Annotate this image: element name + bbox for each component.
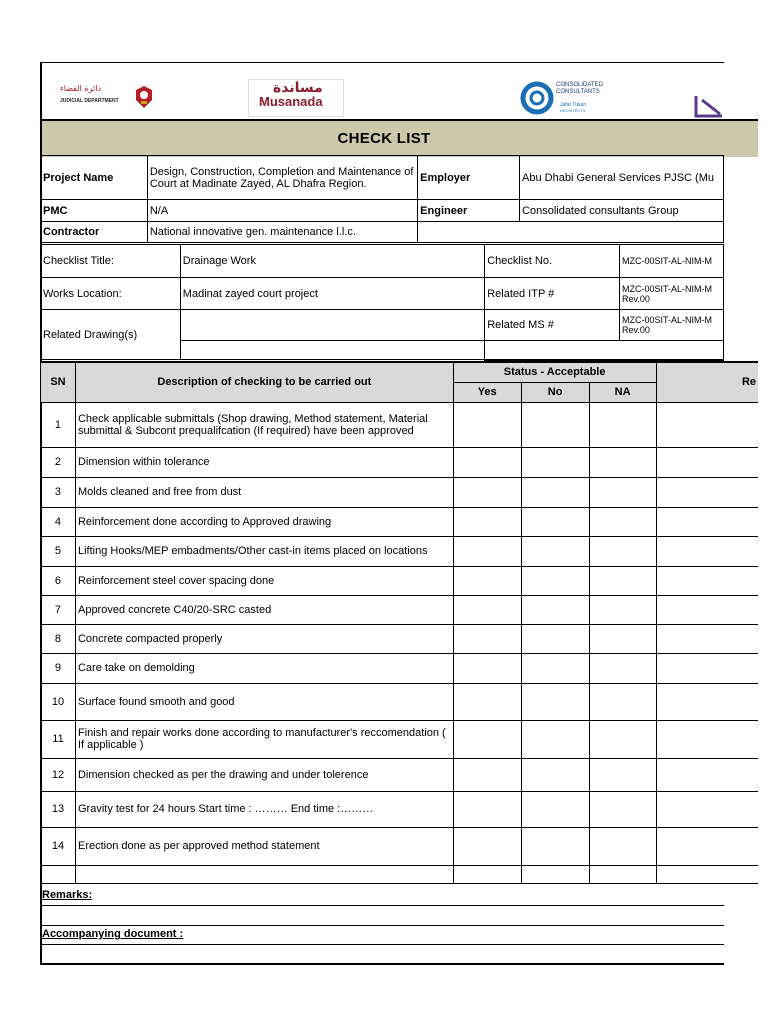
row-yes-cell[interactable] (453, 827, 521, 865)
row-description: Reinforcement steel cover spacing done (75, 566, 453, 595)
checklist-no-label: Checklist No. (485, 245, 620, 278)
row-description: Gravity test for 24 hours Start time : ……… End time :……… (75, 791, 453, 827)
row-yes-cell[interactable] (453, 595, 521, 624)
row-na-cell[interactable] (589, 477, 656, 507)
page-title: CHECK LIST (337, 130, 431, 147)
row-na-cell[interactable] (589, 865, 656, 883)
judicial-logo-text: JUDICIAL DEPARTMENT (60, 98, 119, 104)
row-sn: 8 (41, 624, 76, 653)
row-sn: 13 (41, 791, 76, 827)
pmc-value: N/A (147, 200, 417, 222)
contractor-value: National innovative gen. maintenance l.l.c. (147, 222, 417, 243)
row-remarks-cell[interactable] (656, 683, 758, 720)
emblem-icon (132, 84, 156, 110)
musanada-logo-arabic: مساندة (273, 80, 323, 96)
ms-code: MZC-00SIT-AL-NIM-M (622, 315, 712, 325)
table-row (41, 402, 759, 447)
table-row (41, 477, 759, 507)
title-bar (42, 119, 758, 157)
remarks-line-2 (40, 925, 724, 926)
row-no-cell[interactable] (521, 720, 589, 758)
row-na-cell[interactable] (589, 447, 656, 477)
checklist-title-value: Drainage Work (180, 245, 484, 278)
row-na-cell[interactable] (589, 507, 656, 536)
partial-logo (694, 94, 724, 118)
row-yes-cell[interactable] (453, 507, 521, 536)
row-description: Approved concrete C40/20-SRC casted (75, 595, 453, 624)
logo-line-2: CONSULTANTS (556, 89, 600, 95)
row-sn: 14 (41, 827, 76, 865)
row-yes-cell[interactable] (453, 791, 521, 827)
table-row (41, 447, 759, 477)
row-no-cell[interactable] (521, 402, 589, 447)
row-no-cell[interactable] (521, 624, 589, 653)
table-row (41, 566, 759, 595)
pmc-label: PMC (41, 200, 148, 222)
row-yes-cell[interactable] (453, 683, 521, 720)
row-remarks-cell[interactable] (656, 447, 758, 477)
row-sn: 9 (41, 653, 76, 683)
row-no-cell[interactable] (521, 653, 589, 683)
itp-revision: Rev.00 (622, 293, 650, 304)
row-no-cell[interactable] (521, 791, 589, 827)
accompanying-line (40, 944, 724, 945)
related-drawing-value-2 (180, 341, 484, 360)
row-na-cell[interactable] (589, 720, 656, 758)
row-no-cell[interactable] (521, 827, 589, 865)
checklist-info-table (40, 244, 724, 361)
contractor-label: Contractor (41, 222, 148, 243)
row-remarks-cell[interactable] (656, 827, 758, 865)
row-description: Molds cleaned and free from dust (75, 477, 453, 507)
row-no-cell[interactable] (521, 683, 589, 720)
row-yes-cell[interactable] (453, 566, 521, 595)
remarks-label: Remarks: (42, 889, 93, 901)
row-na-cell[interactable] (589, 402, 656, 447)
row-sn: 3 (41, 477, 76, 507)
row-sn: 4 (41, 507, 76, 536)
row-na-cell[interactable] (589, 827, 656, 865)
works-location-label: Works Location: (41, 278, 181, 310)
musanada-logo (248, 79, 344, 117)
row-yes-cell[interactable] (453, 653, 521, 683)
consolidated-ring-icon (520, 81, 554, 115)
row-yes-cell[interactable] (453, 477, 521, 507)
row-no-cell[interactable] (521, 758, 589, 791)
remarks-header: Re (656, 362, 758, 402)
project-name-value: Design, Construction, Completion and Maintenance of Court at Madinate Zayed, AL Dhafra Region. (147, 156, 417, 200)
row-sn: 6 (41, 566, 76, 595)
engineer-value: Consolidated consultants Group (520, 200, 724, 222)
works-location-value: Madinat zayed court project (180, 278, 484, 310)
table-row (41, 507, 759, 536)
row-sn: 2 (41, 447, 76, 477)
row-yes-cell[interactable] (453, 624, 521, 653)
logo-line-1: CONSOLIDATED (556, 82, 603, 88)
checklist-rows (41, 402, 759, 883)
row-description: Check applicable submittals (Shop drawing, Method statement, Material submittal & Subcont prequalifcation (If required) have been approved (75, 402, 453, 447)
row-na-cell[interactable] (589, 536, 656, 566)
row-remarks-cell[interactable] (656, 566, 758, 595)
sn-header: SN (41, 362, 76, 402)
row-sn: 7 (41, 595, 76, 624)
row-remarks-cell[interactable] (656, 865, 758, 883)
related-drawing-value (180, 310, 484, 341)
logo-line-3: Jafar Tukan (560, 102, 587, 108)
table-row (41, 595, 759, 624)
row-sn (41, 865, 76, 883)
row-sn: 12 (41, 758, 76, 791)
ms-revision: Rev.00 (622, 325, 650, 335)
description-header: Description of checking to be carried out (75, 362, 453, 402)
row-sn: 10 (41, 683, 76, 720)
status-header: Status - Acceptable (453, 362, 656, 382)
musanada-logo-text: Musanada (259, 94, 323, 109)
row-yes-cell[interactable] (453, 536, 521, 566)
table-row (41, 791, 759, 827)
row-no-cell[interactable] (521, 447, 589, 477)
table-row (41, 624, 759, 653)
row-na-cell[interactable] (589, 566, 656, 595)
employer-label: Employer (418, 156, 520, 200)
checklist-title-label: Checklist Title: (41, 245, 181, 278)
row-na-cell[interactable] (589, 653, 656, 683)
table-row (41, 865, 759, 883)
sheet-top-border (40, 62, 724, 63)
logo-line-4: ARCHITECTS (560, 108, 586, 113)
row-remarks-cell[interactable] (656, 720, 758, 758)
row-description: Surface found smooth and good (75, 683, 453, 720)
consolidated-consultants-logo (520, 80, 620, 118)
triangle-logo-icon (694, 94, 724, 118)
row-description: Lifting Hooks/MEP embadments/Other cast-in items placed on locations (75, 536, 453, 566)
related-ms-label: Related MS # (485, 310, 620, 341)
row-description: Concrete compacted properly (75, 624, 453, 653)
related-itp-label: Related ITP # (485, 278, 620, 310)
accompanying-document-label: Accompanying document : (42, 928, 184, 940)
row-description: Dimension checked as per the drawing and under tolerence (75, 758, 453, 791)
table-row (41, 536, 759, 566)
row-no-cell[interactable] (521, 865, 589, 883)
row-sn: 1 (41, 402, 76, 447)
row-remarks-cell[interactable] (656, 402, 758, 447)
related-itp-value (620, 278, 724, 310)
row-na-cell[interactable] (589, 683, 656, 720)
table-row (41, 653, 759, 683)
checklist-no-value: MZC-00SIT-AL-NIM-M (620, 245, 724, 278)
row-no-cell[interactable] (521, 566, 589, 595)
row-yes-cell[interactable] (453, 865, 521, 883)
empty-cell (418, 222, 520, 243)
judicial-logo-arabic: دائرة القضاء (60, 84, 102, 93)
row-remarks-cell[interactable] (656, 758, 758, 791)
row-description: Care take on demolding (75, 653, 453, 683)
itp-code: MZC-00SIT-AL-NIM-M (622, 283, 712, 294)
row-na-cell[interactable] (589, 791, 656, 827)
row-remarks-cell[interactable] (656, 624, 758, 653)
row-no-cell[interactable] (521, 595, 589, 624)
sheet-bottom-border (40, 963, 724, 965)
table-row (41, 683, 759, 720)
row-yes-cell[interactable] (453, 402, 521, 447)
row-na-cell[interactable] (589, 595, 656, 624)
checklist-table (40, 361, 758, 884)
table-row (41, 827, 759, 865)
related-drawing-label: Related Drawing(s) (41, 310, 181, 360)
empty-cell (520, 222, 724, 243)
row-remarks-cell[interactable] (656, 653, 758, 683)
row-na-cell[interactable] (589, 624, 656, 653)
row-yes-cell[interactable] (453, 758, 521, 791)
row-remarks-cell[interactable] (656, 507, 758, 536)
row-yes-cell[interactable] (453, 447, 521, 477)
remarks-line (40, 905, 724, 906)
row-remarks-cell[interactable] (656, 791, 758, 827)
row-remarks-cell[interactable] (656, 477, 758, 507)
row-sn: 11 (41, 720, 76, 758)
project-info-table (40, 155, 724, 243)
row-description: Erection done as per approved method statement (75, 827, 453, 865)
judicial-department-logo (58, 84, 158, 114)
employer-value: Abu Dhabi General Services PJSC (Mu (520, 156, 724, 200)
no-header: No (521, 382, 589, 402)
empty-cell (485, 341, 724, 360)
row-description: Dimension within tolerance (75, 447, 453, 477)
project-name-label: Project Name (41, 156, 148, 200)
table-row (41, 720, 759, 758)
table-row (41, 758, 759, 791)
row-description (75, 865, 453, 883)
na-header: NA (589, 382, 656, 402)
row-sn: 5 (41, 536, 76, 566)
row-no-cell[interactable] (521, 477, 589, 507)
row-na-cell[interactable] (589, 758, 656, 791)
engineer-label: Engineer (418, 200, 520, 222)
row-yes-cell[interactable] (453, 720, 521, 758)
row-description: Finish and repair works done according to manufacturer's reccomendation ( If applicable ) (75, 720, 453, 758)
yes-header: Yes (453, 382, 521, 402)
row-no-cell[interactable] (521, 536, 589, 566)
row-remarks-cell[interactable] (656, 536, 758, 566)
related-ms-value (620, 310, 724, 341)
row-description: Reinforcement done according to Approved drawing (75, 507, 453, 536)
row-no-cell[interactable] (521, 507, 589, 536)
row-remarks-cell[interactable] (656, 595, 758, 624)
